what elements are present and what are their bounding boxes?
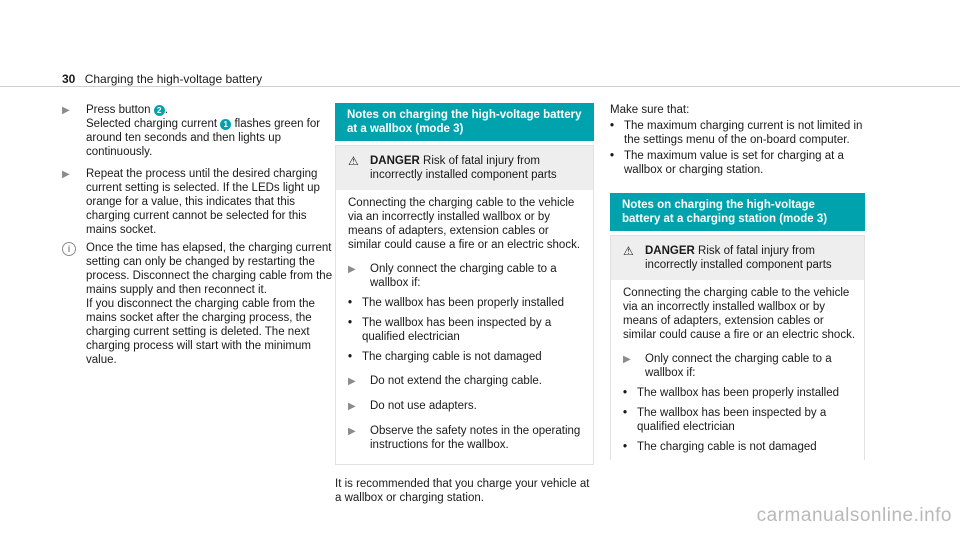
danger-title: Risk of fatal injury from incorrectly installed component parts [370, 155, 557, 181]
button-2-icon: 2 [154, 105, 165, 116]
danger-step-1: ▶ Only connect the charging cable to a wallbox if: [623, 353, 832, 379]
page-title: Charging the high-voltage battery [84, 72, 263, 86]
info-icon: i [62, 242, 76, 256]
danger-box [610, 235, 865, 460]
arrow-right-icon: ▶ [348, 264, 356, 275]
list-item: • The wallbox has been inspected by a qualified electrician [623, 407, 827, 433]
section-heading-wallbox: Notes on charging the high-voltage battery at a wallbox (mode 3) [335, 103, 594, 141]
danger-step-4: ▶ Observe the safety notes in the operating instructions for the wallbox. [348, 425, 581, 451]
warning-triangle-icon: ⚠ [623, 244, 634, 258]
danger-step-3: ▶ Do not use adapters. [348, 400, 477, 412]
danger-label: DANGER [645, 245, 695, 257]
info-note [62, 241, 334, 367]
header-rule [0, 86, 960, 87]
list-item: • The charging cable is not damaged [623, 441, 817, 453]
list-item: • The wallbox has been inspected by a qualified electrician [348, 317, 552, 343]
list-item: • The charging cable is not damaged [348, 351, 542, 363]
info-paragraph-2: If you disconnect the charging cable from the mains socket after the charging process, the charging current setting is deleted. The next charging process will start with the minimum value. [86, 298, 315, 366]
step-press-button [62, 103, 334, 159]
arrow-right-icon: ▶ [62, 169, 70, 180]
arrow-right-icon: ▶ [62, 105, 70, 116]
step-text: Press button 2 . Selected charging current 1 flashes green for around ten seconds and then lights up continuously. [86, 104, 321, 158]
column-3 [610, 103, 865, 460]
column-1 [62, 103, 334, 375]
watermark-logo: carmanualsonline.info [756, 505, 952, 526]
column-2 [335, 103, 594, 505]
danger-intro: Connecting the charging cable to the vehicle via an incorrectly installed wallbox or by means of adapters, extension cables or similar could cause a fire or an electric shock. [348, 197, 581, 251]
warning-triangle-icon: ⚠ [348, 154, 359, 168]
button-1-icon: 1 [220, 119, 231, 130]
danger-step-2: ▶ Do not extend the charging cable. [348, 375, 542, 387]
danger-box [335, 145, 594, 465]
step-repeat [62, 167, 334, 237]
recommendation-text: It is recommended that you charge your vehicle at a wallbox or charging station. [335, 478, 590, 504]
section-heading-charging-station: Notes on charging the high-voltage battery at a charging station (mode 3) [610, 193, 865, 231]
list-item: • The wallbox has been properly installed [348, 297, 565, 309]
arrow-right-icon: ▶ [348, 401, 356, 412]
page-number: 30 [62, 72, 76, 86]
list-item: • The maximum charging current is not limited in the settings menu of the on-board computer. [610, 120, 863, 146]
arrow-right-icon: ▶ [348, 376, 356, 387]
danger-step-1: ▶ Only connect the charging cable to a wallbox if: [348, 263, 557, 289]
arrow-right-icon: ▶ [348, 426, 356, 437]
intro-text: Make sure that: [610, 104, 690, 116]
danger-intro: Connecting the charging cable to the vehicle via an incorrectly installed wallbox or by means of adapters, extension cables or similar could cause a fire or an electric shock. [623, 287, 856, 341]
page-header [62, 72, 262, 86]
step-text: Repeat the process until the desired charging current setting is selected. If the LEDs light up orange for a value, this indicates that this charging current cannot be selected for this mains socket. [86, 168, 320, 236]
list-item: • The wallbox has been properly installed [623, 387, 840, 399]
danger-label: DANGER [370, 155, 420, 167]
danger-title: Risk of fatal injury from incorrectly installed component parts [645, 245, 832, 271]
arrow-right-icon: ▶ [623, 354, 631, 365]
list-item: • The maximum value is set for charging at a wallbox or charging station. [610, 150, 844, 176]
info-paragraph-1: Once the time has elapsed, the charging current setting can only be changed by restarting the process. Disconnect the charging cable from the mains supply and then reconnect it. [86, 242, 333, 296]
